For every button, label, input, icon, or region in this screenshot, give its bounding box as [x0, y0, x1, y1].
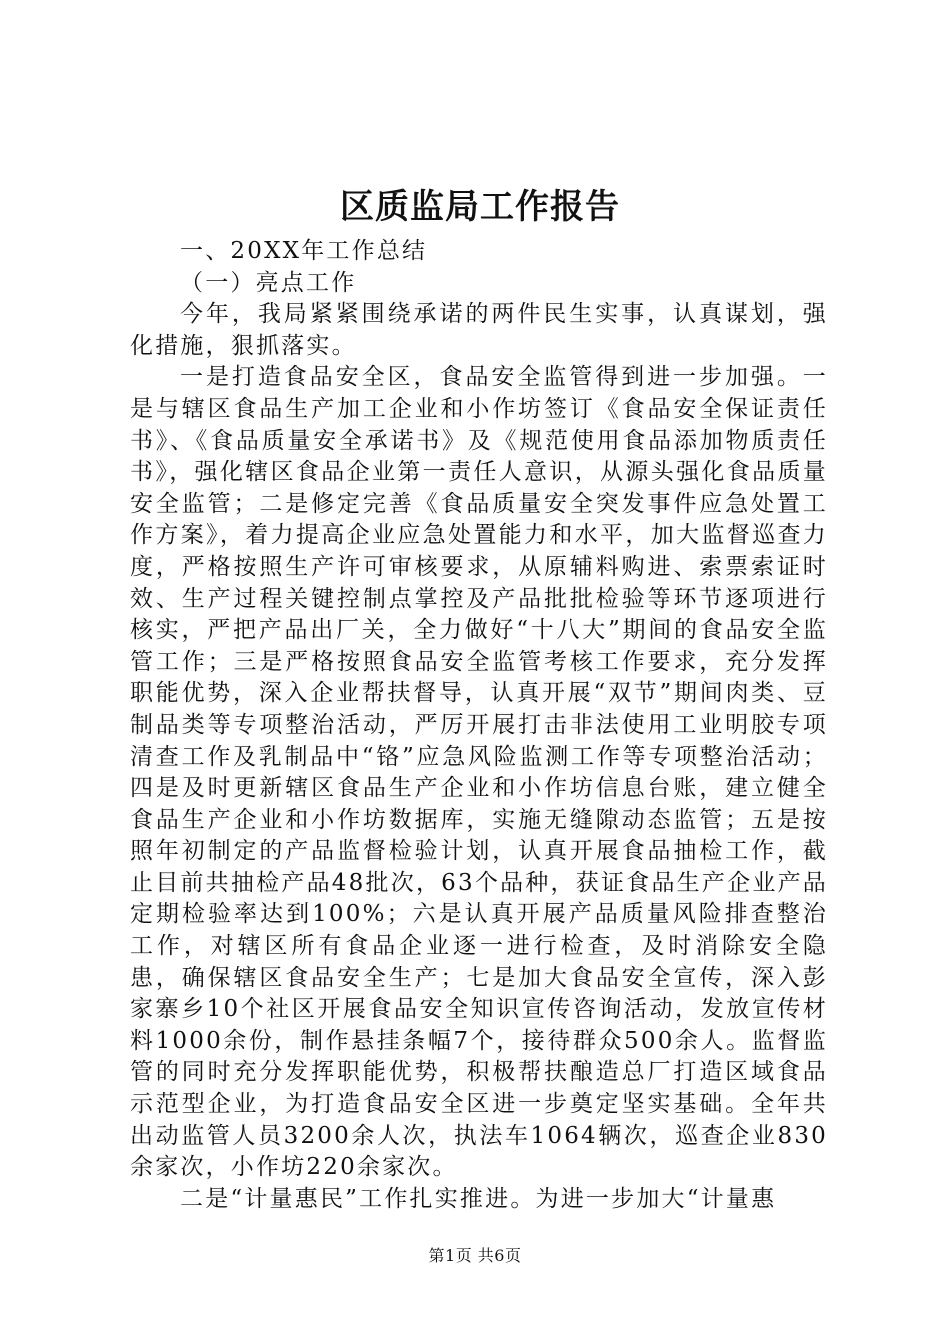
- page-footer: 第1页 共6页: [428, 1246, 522, 1265]
- subsection-heading: （一）亮点工作: [180, 269, 357, 296]
- page-title: 区质监局工作报告: [340, 187, 620, 227]
- paragraph-intro: 今年，我局紧紧围绕承诺的两件民生实事，认真谋划，强化措施，狠抓落实。: [130, 301, 828, 359]
- section-heading: 一、20XX年工作总结: [180, 238, 428, 264]
- paragraph-metrology: 二是“计量惠民”工作扎实推进。为进一步加大“计量惠: [180, 1185, 777, 1212]
- paragraph-food-safety: 一是打造食品安全区，食品安全监管得到进一步加强。一是与辖区食品生产加工企业和小作坊签订《食品安全保证责任书》、《食品质量安全承诺书》及《规范使用食品添加物质责任书》，强化辖区食品企业第一责任人意识，从源头强化食品质量安全监管；二是修定完善《食品质量安全突发事件应急处置工作方案》，着力提高企业应急处置能力和水平，加大监督巡查力度，严格按照生产许可审核要求，从原辅料购进、索票索证时效、生产过程关键控制点掌控及产品批批检验等环节逐项进行核实，严把产品出厂关，全力做好“十八大”期间的食品安全监管工作；三是严格按照食品安全监管考核工作要求，充分发挥职能优势，深入企业帮扶督导，认真开展“双节”期间肉类、豆制品类等专项整治活动，严厉开展打击非法使用工业明胶专项清查工作及乳制品中“铬”应急风险监测工作等专项整治活动；四是及时更新辖区食品生产企业和小作坊信息台账，建立健全食品生产企业和小作坊数据库，实施无缝隙动态监管；五是按照年初制定的产品监督检验计划，认真开展食品抽检工作，截止目前共抽检产品48批次，63个品种，获证食品生产企业产品定期检验率达到100%；六是认真开展产品质量风险排查整治工作，对辖区所有食品企业逐一进行检查，及时消除安全隐患，确保辖区食品安全生产；七是加大食品安全宣传，深入彭家寨乡10个社区开展食品安全知识宣传咨询活动，发放宣传材料1000余份，制作悬挂条幅7个，接待群众500余人。监督监管的同时充分发挥职能优势，积极帮扶酿造总厂打造区域食品示范型企业，为打造食品安全区进一步奠定坚实基础。全年共出动监管人员3200余人次，执法车1064辆次，巡查企业830余家次，小作坊220余家次。: [130, 364, 828, 1181]
- document-body: [130, 236, 828, 1215]
